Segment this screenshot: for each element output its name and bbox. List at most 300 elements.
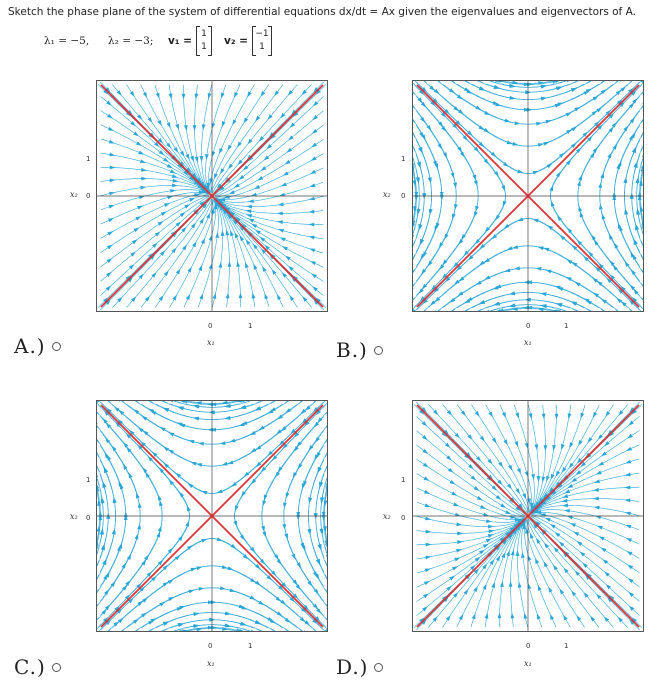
arrowhead-c bbox=[97, 500, 101, 506]
arrowhead-a bbox=[245, 262, 249, 268]
arrowhead-a bbox=[180, 212, 186, 217]
arrowhead-d bbox=[618, 410, 623, 416]
arrowhead-d bbox=[625, 499, 631, 503]
arrowhead-b bbox=[491, 152, 497, 157]
arrowhead-b bbox=[503, 201, 507, 207]
arrowhead-a bbox=[277, 220, 283, 224]
arrowhead-d bbox=[524, 613, 528, 619]
arrowhead-a bbox=[221, 230, 225, 236]
arrowhead-a bbox=[312, 286, 318, 291]
choice-d-radio[interactable] bbox=[374, 663, 383, 672]
arrowhead-c bbox=[163, 447, 169, 452]
arrowhead-b bbox=[458, 291, 464, 296]
arrowhead-a bbox=[191, 223, 196, 229]
arrowhead-b bbox=[601, 299, 607, 304]
arrowhead-b bbox=[467, 297, 473, 301]
arrowhead-b bbox=[428, 261, 433, 267]
arrowhead-b bbox=[419, 132, 424, 138]
arrowhead-d bbox=[450, 480, 456, 485]
choice-b-label: B.) bbox=[336, 338, 368, 362]
arrowhead-a bbox=[255, 116, 260, 122]
arrowhead-b bbox=[479, 300, 485, 304]
arrowhead-a bbox=[130, 91, 135, 97]
arrowhead-d bbox=[457, 540, 463, 544]
streamline-a-33 bbox=[212, 199, 222, 307]
arrowhead-c bbox=[286, 492, 290, 498]
arrowhead-d bbox=[448, 468, 454, 473]
arrowhead-d bbox=[599, 536, 605, 540]
arrowhead-b bbox=[642, 152, 643, 158]
arrowhead-b bbox=[417, 162, 421, 168]
arrowhead-c bbox=[102, 482, 106, 488]
arrowhead-b bbox=[441, 126, 446, 132]
arrowhead-b bbox=[575, 282, 581, 287]
arrowhead-c bbox=[101, 544, 105, 550]
streamline-a-32 bbox=[201, 85, 211, 193]
arrowhead-a bbox=[199, 218, 204, 224]
arrowhead-a bbox=[181, 94, 185, 100]
choice-b-radio[interactable] bbox=[374, 346, 383, 355]
arrowhead-b bbox=[493, 302, 499, 306]
arrowhead-a bbox=[261, 91, 266, 97]
arrowhead-d bbox=[569, 442, 573, 448]
arrowhead-d bbox=[625, 525, 631, 529]
arrowhead-d bbox=[625, 460, 631, 464]
arrowhead-a bbox=[164, 270, 169, 276]
streamline-a-56 bbox=[213, 85, 298, 194]
arrowhead-a bbox=[106, 101, 112, 106]
arrowhead-d bbox=[425, 569, 431, 573]
arrowhead-a bbox=[109, 205, 115, 209]
arrowhead-d bbox=[487, 459, 492, 465]
arrowhead-c bbox=[113, 497, 117, 503]
arrowhead-c bbox=[168, 548, 173, 554]
arrowhead-d bbox=[590, 616, 595, 622]
arrowhead-a bbox=[309, 236, 315, 240]
arrowhead-a bbox=[308, 223, 314, 227]
streamline-c-107 bbox=[97, 445, 126, 599]
arrowhead-c bbox=[97, 472, 98, 478]
arrowhead-a bbox=[206, 213, 210, 219]
arrowhead-a bbox=[252, 293, 256, 299]
tick-y1-b: 1 bbox=[401, 155, 406, 163]
tick-x1-c: 1 bbox=[248, 642, 253, 650]
arrowhead-a bbox=[235, 232, 239, 238]
arrowhead-a bbox=[110, 179, 116, 183]
arrowhead-b bbox=[586, 300, 592, 305]
arrowhead-a bbox=[155, 231, 161, 236]
streamline-d-43 bbox=[417, 488, 525, 520]
arrowhead-b bbox=[538, 246, 544, 250]
arrowhead-a bbox=[109, 153, 115, 157]
arrowhead-c bbox=[225, 611, 231, 615]
arrowhead-c bbox=[142, 416, 148, 421]
choice-a-radio[interactable] bbox=[52, 342, 61, 351]
arrowhead-a bbox=[247, 139, 252, 145]
arrowhead-b bbox=[474, 180, 478, 186]
streamline-a-40 bbox=[208, 85, 240, 193]
arrowhead-b bbox=[514, 266, 520, 270]
arrowhead-b bbox=[512, 307, 518, 311]
streamline-a-15 bbox=[101, 196, 209, 267]
arrowhead-c bbox=[137, 524, 141, 530]
arrowhead-c bbox=[251, 479, 256, 485]
arrowhead-b bbox=[635, 224, 639, 230]
arrowhead-a bbox=[107, 114, 113, 119]
arrowhead-d bbox=[581, 413, 585, 419]
streamline-d-26 bbox=[532, 512, 640, 544]
arrowhead-c bbox=[240, 405, 246, 409]
arrowhead-c bbox=[262, 500, 266, 506]
arrowhead-b bbox=[567, 259, 573, 264]
arrowhead-a bbox=[202, 124, 206, 130]
lambda1: λ₁ = −5, bbox=[44, 35, 90, 47]
arrowhead-d bbox=[559, 589, 564, 595]
arrowhead-c bbox=[123, 442, 128, 448]
arrowhead-b bbox=[413, 166, 414, 172]
v2-top: −1 bbox=[255, 29, 269, 39]
arrowhead-a bbox=[282, 246, 288, 250]
arrowhead-b bbox=[566, 81, 572, 82]
arrowhead-d bbox=[508, 465, 512, 471]
arrowhead-d bbox=[488, 525, 494, 529]
arrowhead-b bbox=[495, 284, 501, 288]
arrowhead-c bbox=[198, 587, 204, 591]
arrowhead-a bbox=[246, 210, 252, 214]
arrowhead-b bbox=[474, 211, 478, 217]
arrowhead-d bbox=[509, 581, 513, 587]
arrowhead-a bbox=[234, 92, 238, 98]
arrowhead-a bbox=[140, 186, 146, 190]
arrowhead-c bbox=[298, 463, 303, 469]
arrowhead-a bbox=[184, 125, 188, 131]
arrowhead-d bbox=[491, 582, 495, 588]
phase-portrait-c bbox=[97, 401, 327, 631]
arrowhead-d bbox=[515, 550, 519, 556]
arrowhead-d bbox=[594, 506, 600, 510]
choice-b[interactable] bbox=[336, 338, 383, 362]
arrowhead-b bbox=[454, 204, 458, 210]
arrowhead-b bbox=[413, 286, 414, 292]
arrowhead-d bbox=[502, 412, 506, 418]
arrowhead-d bbox=[433, 616, 438, 622]
v1-label: v₁ = bbox=[168, 35, 192, 47]
choice-d[interactable] bbox=[336, 655, 383, 679]
arrowhead-d bbox=[562, 499, 568, 503]
arrowhead-a bbox=[283, 171, 289, 175]
arrowhead-d bbox=[471, 475, 477, 480]
v2-bottom: 1 bbox=[259, 42, 265, 52]
arrowhead-d bbox=[480, 436, 485, 442]
arrowhead-c bbox=[255, 406, 261, 410]
arrowhead-a bbox=[164, 203, 170, 207]
arrowhead-c bbox=[318, 467, 322, 473]
arrowhead-d bbox=[597, 526, 603, 530]
arrowhead-b bbox=[571, 88, 577, 92]
arrowhead-a bbox=[219, 148, 223, 154]
arrowhead-b bbox=[438, 143, 443, 149]
arrowhead-d bbox=[511, 613, 515, 619]
arrowhead-b bbox=[419, 224, 423, 230]
arrowhead-d bbox=[477, 496, 483, 500]
arrowhead-b bbox=[571, 302, 577, 306]
arrowhead-a bbox=[145, 296, 150, 302]
arrowhead-b bbox=[517, 169, 523, 173]
arrowhead-a bbox=[264, 155, 270, 160]
arrowhead-b bbox=[494, 85, 500, 89]
arrowhead-a bbox=[289, 295, 294, 301]
tick-x0-c: 0 bbox=[208, 642, 213, 650]
arrowhead-d bbox=[485, 613, 489, 619]
arrowhead-b bbox=[552, 310, 558, 311]
arrowhead-c bbox=[138, 427, 144, 432]
arrowhead-d bbox=[453, 502, 459, 506]
arrowhead-a bbox=[182, 245, 187, 251]
arrowhead-c bbox=[222, 462, 228, 466]
streamline-a-54 bbox=[216, 125, 324, 196]
arrowhead-d bbox=[511, 550, 515, 556]
arrowhead-d bbox=[571, 590, 576, 596]
arrowhead-c bbox=[185, 521, 189, 527]
arrowhead-b bbox=[484, 111, 490, 115]
arrowhead-b bbox=[609, 234, 613, 240]
arrowhead-d bbox=[625, 512, 631, 516]
arrowhead-d bbox=[550, 614, 554, 620]
arrowhead-b bbox=[420, 117, 425, 123]
arrowhead-b bbox=[636, 177, 640, 183]
choice-a-label: A.) bbox=[14, 334, 46, 358]
arrowhead-a bbox=[309, 249, 315, 253]
arrowhead-a bbox=[310, 261, 316, 265]
streamline-c-104 bbox=[298, 445, 327, 599]
arrowhead-a bbox=[185, 154, 189, 160]
arrowhead-c bbox=[275, 472, 280, 478]
arrowhead-c bbox=[177, 407, 183, 411]
arrowhead-c bbox=[285, 408, 291, 413]
arrowhead-d bbox=[596, 471, 602, 475]
arrowhead-a bbox=[312, 129, 318, 134]
arrowhead-d bbox=[451, 491, 457, 495]
arrowhead-b bbox=[547, 163, 553, 168]
arrowhead-d bbox=[561, 444, 565, 450]
arrowhead-a bbox=[221, 93, 225, 99]
arrowhead-d bbox=[456, 549, 462, 553]
arrowhead-a bbox=[228, 261, 232, 267]
streamline-a-27 bbox=[101, 192, 209, 224]
arrowhead-c bbox=[241, 421, 247, 425]
arrowhead-c bbox=[142, 598, 148, 603]
arrowhead-a bbox=[277, 212, 283, 216]
streamline-a-13 bbox=[141, 200, 212, 308]
tick-x1-b: 1 bbox=[564, 322, 569, 330]
phase-plot-c bbox=[96, 400, 328, 632]
arrowhead-d bbox=[580, 551, 586, 556]
streamline-c-26 bbox=[97, 433, 126, 587]
arrowhead-b bbox=[517, 217, 523, 221]
arrowhead-d bbox=[446, 615, 451, 621]
arrowhead-a bbox=[141, 168, 147, 172]
arrowhead-c bbox=[308, 498, 312, 504]
streamline-b-101 bbox=[445, 81, 599, 110]
arrowhead-a bbox=[205, 154, 209, 160]
arrowhead-a bbox=[218, 262, 222, 268]
arrowhead-b bbox=[459, 239, 464, 245]
arrowhead-a bbox=[229, 190, 235, 194]
arrowhead-c bbox=[313, 571, 317, 577]
arrowhead-a bbox=[108, 127, 114, 131]
streamline-b-106 bbox=[413, 125, 442, 278]
arrowhead-b bbox=[618, 81, 624, 82]
arrowhead-a bbox=[143, 92, 147, 98]
arrowhead-a bbox=[254, 185, 260, 189]
streamline-d-59 bbox=[417, 431, 526, 516]
arrowhead-d bbox=[577, 541, 583, 546]
arrowhead-a bbox=[195, 94, 199, 100]
arrowhead-b bbox=[436, 223, 440, 229]
streamline-b-24 bbox=[614, 113, 643, 267]
arrowhead-a bbox=[214, 173, 218, 179]
arrowhead-a bbox=[135, 216, 141, 220]
streamline-c-21 bbox=[141, 401, 294, 430]
arrowhead-c bbox=[127, 554, 131, 560]
lambda2: λ₂ = −3; bbox=[108, 35, 154, 47]
arrowhead-b bbox=[551, 201, 555, 207]
arrowhead-b bbox=[413, 234, 414, 240]
arrowhead-b bbox=[580, 211, 584, 217]
streamline-a-52 bbox=[212, 85, 283, 193]
arrowhead-d bbox=[546, 476, 550, 482]
v2-vector bbox=[252, 27, 272, 55]
arrowhead-a bbox=[247, 91, 251, 97]
arrowhead-c bbox=[291, 554, 295, 560]
choice-d-label: D.) bbox=[336, 655, 369, 679]
arrowhead-d bbox=[598, 461, 604, 465]
choice-c-radio[interactable] bbox=[52, 663, 61, 672]
arrowhead-b bbox=[526, 306, 532, 310]
arrowhead-a bbox=[107, 231, 113, 235]
arrowhead-d bbox=[627, 565, 633, 570]
arrowhead-c bbox=[270, 407, 276, 412]
arrowhead-d bbox=[627, 551, 633, 555]
arrowhead-c bbox=[303, 481, 307, 487]
arrowhead-a bbox=[230, 230, 234, 236]
arrowhead-a bbox=[108, 218, 114, 222]
streamline-d-53 bbox=[528, 520, 599, 628]
arrowhead-a bbox=[285, 160, 291, 165]
arrowhead-b bbox=[612, 122, 617, 128]
arrowhead-b bbox=[557, 287, 563, 291]
arrowhead-d bbox=[552, 445, 556, 451]
arrowhead-c bbox=[222, 565, 228, 569]
arrowhead-d bbox=[505, 510, 511, 514]
arrowhead-a bbox=[134, 227, 140, 232]
phase-plot-d bbox=[412, 400, 644, 632]
arrowhead-a bbox=[186, 294, 190, 300]
arrowhead-c bbox=[250, 630, 256, 631]
streamline-a-9 bbox=[127, 199, 212, 308]
arrowhead-b bbox=[634, 162, 638, 168]
arrowhead-d bbox=[588, 437, 593, 443]
arrowhead-d bbox=[564, 489, 570, 493]
arrowhead-b bbox=[545, 270, 551, 274]
arrowhead-b bbox=[509, 96, 515, 100]
streamline-d-33 bbox=[517, 519, 527, 627]
arrowhead-a bbox=[137, 206, 143, 210]
arrowhead-d bbox=[426, 543, 432, 547]
arrowhead-b bbox=[479, 87, 485, 91]
phase-portrait-a bbox=[97, 81, 327, 311]
arrowhead-b bbox=[633, 239, 637, 245]
arrowhead-b bbox=[556, 303, 562, 307]
arrowhead-b bbox=[439, 264, 444, 270]
arrowhead-d bbox=[624, 485, 630, 489]
arrowhead-c bbox=[282, 524, 286, 530]
arrowhead-c bbox=[231, 544, 237, 549]
arrowhead-c bbox=[104, 467, 108, 473]
arrowhead-d bbox=[473, 586, 477, 592]
arrowhead-a bbox=[265, 293, 269, 299]
arrowhead-d bbox=[426, 530, 432, 534]
choice-c[interactable] bbox=[14, 655, 61, 679]
arrowhead-d bbox=[535, 558, 539, 564]
arrowhead-c bbox=[224, 416, 230, 420]
arrowhead-b bbox=[444, 234, 448, 240]
arrowhead-d bbox=[542, 476, 546, 482]
arrowhead-b bbox=[541, 97, 547, 101]
arrowhead-a bbox=[228, 164, 233, 170]
arrowhead-a bbox=[109, 140, 115, 144]
arrowhead-d bbox=[626, 447, 632, 451]
tick-y0-c: 0 bbox=[86, 514, 91, 522]
arrowhead-d bbox=[488, 534, 494, 538]
arrowhead-b bbox=[460, 152, 465, 158]
arrowhead-a bbox=[170, 189, 176, 193]
arrowhead-a bbox=[172, 295, 176, 301]
tick-y1-d: 1 bbox=[401, 476, 406, 484]
arrowhead-c bbox=[300, 543, 304, 549]
arrowhead-a bbox=[272, 269, 277, 275]
arrowhead-b bbox=[599, 204, 603, 210]
xlabel-c: x₁ bbox=[207, 659, 215, 668]
streamline-a-42 bbox=[216, 168, 324, 200]
arrowhead-c bbox=[222, 627, 228, 631]
choice-a[interactable] bbox=[14, 334, 61, 358]
arrowhead-b bbox=[514, 121, 520, 125]
arrowhead-c bbox=[175, 555, 181, 560]
arrowhead-a bbox=[237, 142, 242, 148]
xlabel-a: x₁ bbox=[207, 338, 215, 347]
arrowhead-d bbox=[563, 568, 568, 574]
arrowhead-c bbox=[163, 408, 169, 412]
arrowhead-d bbox=[456, 522, 462, 526]
arrowhead-c bbox=[225, 624, 231, 628]
arrowhead-a bbox=[195, 156, 199, 162]
arrowhead-c bbox=[236, 401, 242, 402]
arrowhead-c bbox=[151, 411, 157, 415]
tick-x0-a: 0 bbox=[208, 322, 213, 330]
arrowhead-a bbox=[226, 293, 230, 299]
arrowhead-b bbox=[484, 310, 490, 311]
arrowhead-b bbox=[422, 194, 426, 200]
arrowhead-a bbox=[106, 258, 112, 263]
arrowhead-a bbox=[215, 232, 219, 238]
arrowhead-d bbox=[515, 488, 520, 494]
streamline-d-34 bbox=[531, 505, 639, 515]
arrowhead-d bbox=[542, 414, 546, 420]
arrowhead-a bbox=[159, 295, 164, 301]
arrowhead-b bbox=[484, 275, 490, 279]
tick-y0-d: 0 bbox=[401, 514, 406, 522]
